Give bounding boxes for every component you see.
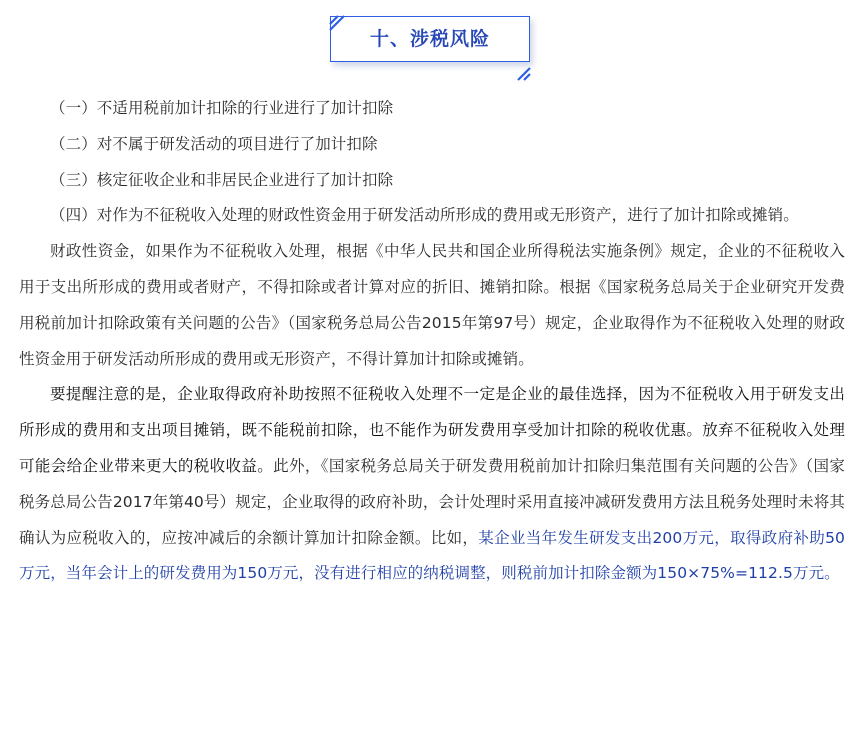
list-item: （三）核定征收企业和非居民企业进行了加计扣除 bbox=[50, 170, 394, 189]
list-item: （四）对作为不征税收入处理的财政性资金用于研发活动所形成的费用或无形资产，进行了加计扣除或摊销。 bbox=[50, 206, 799, 225]
list-item: （二）对不属于研发活动的项目进行了加计扣除 bbox=[50, 134, 378, 153]
example-text: 某企业当年发生研发支出200万元，取得政府补助50万元，当年会计上的研发费用为150万元，没有进行相应的纳税调整，则税前加计扣除金额为150×75%=112.5万元。 bbox=[19, 528, 846, 583]
section-title-box bbox=[330, 16, 530, 74]
emphasis-text: 要提醒注意的是，企业取得政府补助按照不征税收入处理不一定是企业的最佳选择，因为不征税收入用于研发支出所形成的费用和支出项目摊销，既不能税前扣除，也不能作为研发费用享受加计扣除的税收优惠。放弃不征税收入处理可能会给企业带来更大的税收收益。 bbox=[19, 385, 845, 475]
article-body bbox=[19, 91, 845, 592]
paragraph-reminder bbox=[19, 377, 845, 592]
corner-stripes-icon bbox=[510, 64, 532, 82]
paragraph-fiscal-funds: 财政性资金，如果作为不征税收入处理，根据《中华人民共和国企业所得税法实施条例》规定，企业的不征税收入用于支出所形成的费用或者财产，不得扣除或者计算对应的折旧、摊销扣除。根据《国家税务总局关于企业研究开发费用税前加计扣除政策有关问题的公告》（国家税务总局公告2015年第97号）规定，企业取得作为不征税收入处理的财政性资金用于研发活动所形成的费用或无形资产，不得计算加计扣除或摊销。 bbox=[19, 242, 845, 368]
list-item: （一）不适用税前加计扣除的行业进行了加计扣除 bbox=[50, 99, 394, 117]
normal-text: 此外，《国家税务总局关于研发费用税前加计扣除归集范围有关问题的公告》（国家税务总局公告2017年第40号）规定，企业取得的政府补助，会计处理时采用直接冲减研发费用方法且税务处理时未将其确认为应税收入的，应按冲减后的余额计算加计扣除金额。比如， bbox=[19, 456, 845, 547]
section-title: 十、涉税风险 bbox=[369, 28, 490, 50]
